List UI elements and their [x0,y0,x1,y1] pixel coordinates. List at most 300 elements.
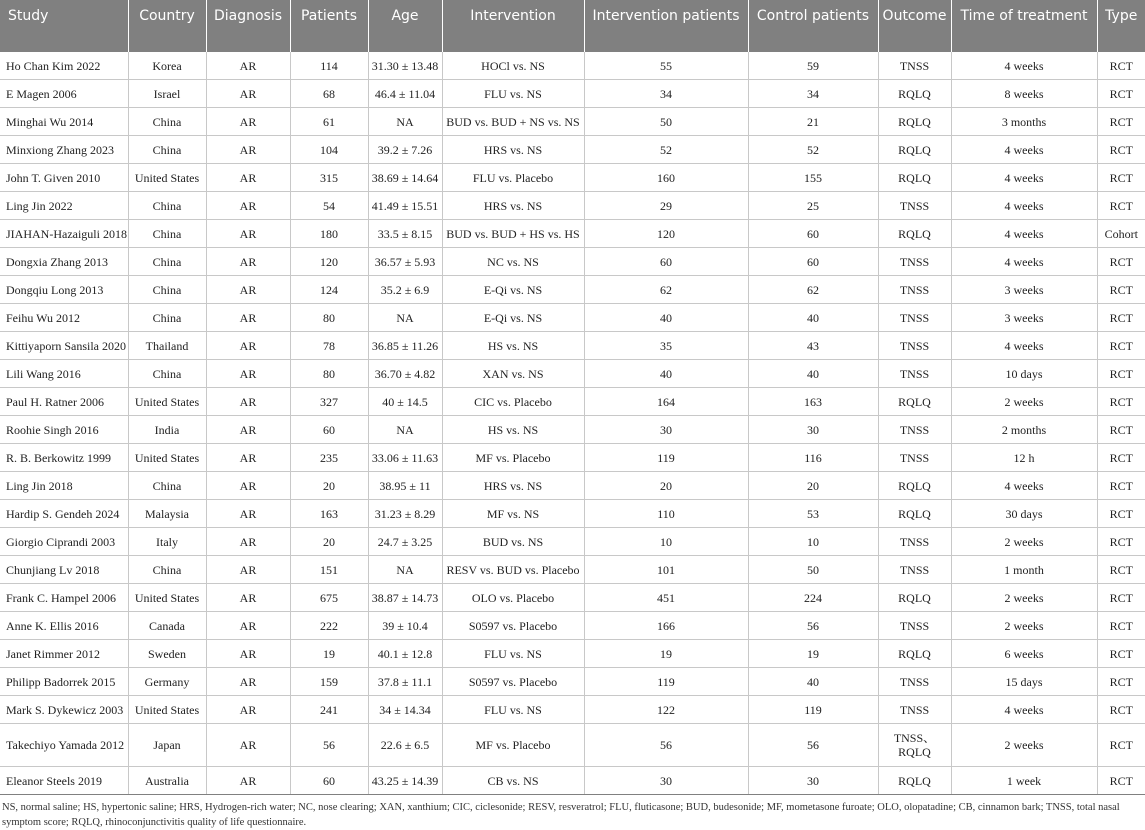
table-body [0,52,1145,795]
cell-study: Minxiong Zhang 2023 [0,136,128,164]
cell-intervention-patients: 20 [584,472,748,500]
table-row [0,360,1145,388]
cell-outcome: RQLQ [878,220,951,248]
cell-control-patients: 62 [748,276,878,304]
cell-patients: 315 [290,164,368,192]
cell-patients: 327 [290,388,368,416]
cell-control-patients: 119 [748,696,878,724]
cell-study: Minghai Wu 2014 [0,108,128,136]
cell-age: 35.2 ± 6.9 [368,276,442,304]
cell-patients: 61 [290,108,368,136]
column-header-study: Study [0,0,128,52]
table-row [0,192,1145,220]
cell-intervention: E-Qi vs. NS [442,304,584,332]
cell-intervention: NC vs. NS [442,248,584,276]
cell-age: NA [368,416,442,444]
cell-type: RCT [1097,416,1145,444]
cell-time-of-treatment: 4 weeks [951,332,1097,360]
cell-control-patients: 56 [748,724,878,767]
table-row [0,108,1145,136]
cell-control-patients: 10 [748,528,878,556]
cell-country: Italy [128,528,206,556]
cell-control-patients: 30 [748,416,878,444]
table-row [0,767,1145,795]
cell-study: Ling Jin 2022 [0,192,128,220]
cell-diagnosis: AR [206,276,290,304]
cell-type: RCT [1097,332,1145,360]
cell-study: Dongqiu Long 2013 [0,276,128,304]
cell-diagnosis: AR [206,556,290,584]
cell-type: RCT [1097,767,1145,795]
cell-patients: 235 [290,444,368,472]
cell-diagnosis: AR [206,304,290,332]
cell-study: Roohie Singh 2016 [0,416,128,444]
cell-patients: 68 [290,80,368,108]
cell-control-patients: 34 [748,80,878,108]
column-header-intervention: Intervention [442,0,584,52]
cell-type: RCT [1097,136,1145,164]
cell-age: NA [368,556,442,584]
cell-age: 40 ± 14.5 [368,388,442,416]
cell-diagnosis: AR [206,136,290,164]
cell-diagnosis: AR [206,192,290,220]
cell-time-of-treatment: 4 weeks [951,52,1097,80]
cell-type: RCT [1097,276,1145,304]
cell-study: John T. Given 2010 [0,164,128,192]
cell-time-of-treatment: 12 h [951,444,1097,472]
cell-time-of-treatment: 3 months [951,108,1097,136]
cell-study: Dongxia Zhang 2013 [0,248,128,276]
cell-intervention: FLU vs. NS [442,640,584,668]
cell-age: 38.95 ± 11 [368,472,442,500]
table-row [0,332,1145,360]
cell-study: Anne K. Ellis 2016 [0,612,128,640]
table-row [0,416,1145,444]
cell-patients: 20 [290,528,368,556]
table-row [0,472,1145,500]
cell-intervention: FLU vs. NS [442,80,584,108]
cell-outcome: TNSS、 RQLQ [878,724,951,767]
table-row [0,164,1145,192]
column-header-diagnosis: Diagnosis [206,0,290,52]
cell-type: RCT [1097,108,1145,136]
cell-control-patients: 56 [748,612,878,640]
cell-outcome: TNSS [878,444,951,472]
cell-patients: 60 [290,767,368,795]
cell-age: NA [368,108,442,136]
cell-patients: 114 [290,52,368,80]
cell-diagnosis: AR [206,388,290,416]
table-row [0,444,1145,472]
cell-intervention-patients: 166 [584,612,748,640]
cell-age: 38.87 ± 14.73 [368,584,442,612]
cell-intervention-patients: 451 [584,584,748,612]
cell-study: Chunjiang Lv 2018 [0,556,128,584]
cell-diagnosis: AR [206,164,290,192]
cell-country: Sweden [128,640,206,668]
cell-intervention-patients: 60 [584,248,748,276]
cell-country: United States [128,444,206,472]
cell-type: Cohort [1097,220,1145,248]
cell-age: 31.30 ± 13.48 [368,52,442,80]
cell-type: RCT [1097,696,1145,724]
cell-intervention-patients: 50 [584,108,748,136]
cell-intervention-patients: 62 [584,276,748,304]
cell-age: 24.7 ± 3.25 [368,528,442,556]
cell-outcome: TNSS [878,192,951,220]
cell-outcome: TNSS [878,416,951,444]
cell-study: JIAHAN-Hazaiguli 2018 [0,220,128,248]
cell-type: RCT [1097,472,1145,500]
cell-time-of-treatment: 1 month [951,556,1097,584]
cell-diagnosis: AR [206,220,290,248]
table-row [0,136,1145,164]
column-header-outcome: Outcome [878,0,951,52]
cell-type: RCT [1097,304,1145,332]
cell-study: Eleanor Steels 2019 [0,767,128,795]
cell-intervention-patients: 35 [584,332,748,360]
cell-patients: 675 [290,584,368,612]
cell-control-patients: 40 [748,668,878,696]
column-header-intervention-patients: Intervention patients [584,0,748,52]
cell-time-of-treatment: 2 weeks [951,388,1097,416]
cell-age: 36.85 ± 11.26 [368,332,442,360]
cell-intervention-patients: 30 [584,767,748,795]
cell-time-of-treatment: 4 weeks [951,472,1097,500]
cell-patients: 80 [290,304,368,332]
cell-country: China [128,108,206,136]
cell-country: Australia [128,767,206,795]
cell-control-patients: 30 [748,767,878,795]
cell-intervention: E-Qi vs. NS [442,276,584,304]
table-row [0,668,1145,696]
cell-diagnosis: AR [206,500,290,528]
cell-type: RCT [1097,724,1145,767]
cell-study: Ho Chan Kim 2022 [0,52,128,80]
cell-type: RCT [1097,556,1145,584]
cell-type: RCT [1097,528,1145,556]
table-row [0,724,1145,767]
cell-patients: 104 [290,136,368,164]
cell-intervention-patients: 30 [584,416,748,444]
cell-diagnosis: AR [206,52,290,80]
cell-control-patients: 20 [748,472,878,500]
cell-age: 22.6 ± 6.5 [368,724,442,767]
cell-country: United States [128,696,206,724]
cell-country: Thailand [128,332,206,360]
cell-age: 33.5 ± 8.15 [368,220,442,248]
cell-type: RCT [1097,360,1145,388]
cell-intervention: HS vs. NS [442,332,584,360]
cell-type: RCT [1097,444,1145,472]
cell-country: China [128,248,206,276]
cell-intervention-patients: 40 [584,304,748,332]
cell-intervention: HRS vs. NS [442,192,584,220]
cell-study: Hardip S. Gendeh 2024 [0,500,128,528]
cell-control-patients: 50 [748,556,878,584]
cell-time-of-treatment: 4 weeks [951,192,1097,220]
cell-country: Malaysia [128,500,206,528]
cell-intervention: FLU vs. Placebo [442,164,584,192]
cell-intervention-patients: 122 [584,696,748,724]
cell-control-patients: 60 [748,248,878,276]
cell-country: United States [128,164,206,192]
cell-outcome: RQLQ [878,640,951,668]
cell-diagnosis: AR [206,612,290,640]
cell-country: China [128,556,206,584]
cell-outcome: RQLQ [878,164,951,192]
table-row [0,528,1145,556]
table-row [0,52,1145,80]
cell-time-of-treatment: 30 days [951,500,1097,528]
cell-age: 36.57 ± 5.93 [368,248,442,276]
cell-age: 46.4 ± 11.04 [368,80,442,108]
cell-patients: 78 [290,332,368,360]
cell-intervention: HS vs. NS [442,416,584,444]
cell-outcome: TNSS [878,696,951,724]
cell-intervention: BUD vs. BUD + NS vs. NS [442,108,584,136]
cell-outcome: RQLQ [878,500,951,528]
cell-type: RCT [1097,584,1145,612]
cell-study: Lili Wang 2016 [0,360,128,388]
cell-control-patients: 40 [748,360,878,388]
cell-study: Frank C. Hampel 2006 [0,584,128,612]
cell-time-of-treatment: 2 weeks [951,528,1097,556]
cell-age: 33.06 ± 11.63 [368,444,442,472]
cell-outcome: TNSS [878,332,951,360]
cell-patients: 19 [290,640,368,668]
cell-intervention-patients: 10 [584,528,748,556]
cell-intervention: S0597 vs. Placebo [442,612,584,640]
cell-age: NA [368,304,442,332]
cell-time-of-treatment: 2 weeks [951,584,1097,612]
cell-outcome: TNSS [878,556,951,584]
cell-diagnosis: AR [206,444,290,472]
cell-type: RCT [1097,80,1145,108]
cell-country: China [128,360,206,388]
cell-diagnosis: AR [206,332,290,360]
cell-country: China [128,220,206,248]
cell-intervention-patients: 120 [584,220,748,248]
cell-diagnosis: AR [206,416,290,444]
cell-intervention-patients: 29 [584,192,748,220]
cell-control-patients: 60 [748,220,878,248]
cell-diagnosis: AR [206,108,290,136]
cell-study: Takechiyo Yamada 2012 [0,724,128,767]
cell-country: Canada [128,612,206,640]
cell-diagnosis: AR [206,767,290,795]
cell-country: China [128,192,206,220]
cell-patients: 54 [290,192,368,220]
cell-outcome: TNSS [878,248,951,276]
table-footnote: NS, normal saline; HS, hypertonic saline; HRS, Hydrogen-rich water; NC, nose clearing; XAN, xanthium; CIC, ciclesonide; RESV, resveratrol; FLU, fluticasone; BUD, budesonide; MF, mometasone furoate; OLO, olopatadine; CB, cinnamon bark; TNSS, total nasal symptom score; RQLQ, rhinoconjunctivitis quality of life questionnaire. [2,802,1120,828]
cell-intervention-patients: 34 [584,80,748,108]
cell-outcome: RQLQ [878,108,951,136]
cell-patients: 163 [290,500,368,528]
cell-study: Giorgio Ciprandi 2003 [0,528,128,556]
cell-patients: 80 [290,360,368,388]
table-row [0,556,1145,584]
column-header-type: Type [1097,0,1145,52]
table-header-row [0,0,1145,52]
table-row [0,696,1145,724]
cell-intervention-patients: 164 [584,388,748,416]
table-row [0,248,1145,276]
cell-age: 38.69 ± 14.64 [368,164,442,192]
column-header-time-of-treatment: Time of treatment [951,0,1097,52]
cell-intervention-patients: 19 [584,640,748,668]
cell-intervention: MF vs. NS [442,500,584,528]
cell-diagnosis: AR [206,248,290,276]
cell-intervention-patients: 56 [584,724,748,767]
cell-diagnosis: AR [206,724,290,767]
cell-intervention-patients: 119 [584,444,748,472]
cell-type: RCT [1097,640,1145,668]
cell-country: Korea [128,52,206,80]
cell-time-of-treatment: 2 weeks [951,724,1097,767]
cell-intervention: OLO vs. Placebo [442,584,584,612]
cell-outcome: RQLQ [878,136,951,164]
cell-type: RCT [1097,52,1145,80]
cell-age: 40.1 ± 12.8 [368,640,442,668]
cell-study: Kittiyaporn Sansila 2020 [0,332,128,360]
cell-study: Ling Jin 2018 [0,472,128,500]
cell-outcome: TNSS [878,612,951,640]
cell-control-patients: 224 [748,584,878,612]
cell-time-of-treatment: 2 weeks [951,612,1097,640]
cell-outcome: RQLQ [878,388,951,416]
cell-country: Israel [128,80,206,108]
cell-intervention: MF vs. Placebo [442,724,584,767]
cell-patients: 120 [290,248,368,276]
cell-type: RCT [1097,668,1145,696]
cell-patients: 60 [290,416,368,444]
cell-intervention: HOCl vs. NS [442,52,584,80]
cell-age: 41.49 ± 15.51 [368,192,442,220]
cell-country: Japan [128,724,206,767]
cell-control-patients: 40 [748,304,878,332]
cell-patients: 222 [290,612,368,640]
cell-time-of-treatment: 3 weeks [951,304,1097,332]
cell-study: R. B. Berkowitz 1999 [0,444,128,472]
table-row [0,584,1145,612]
cell-time-of-treatment: 4 weeks [951,220,1097,248]
table-row [0,640,1145,668]
cell-type: RCT [1097,164,1145,192]
cell-outcome: RQLQ [878,584,951,612]
cell-patients: 159 [290,668,368,696]
cell-outcome: TNSS [878,52,951,80]
cell-outcome: RQLQ [878,767,951,795]
cell-control-patients: 19 [748,640,878,668]
table-row [0,388,1145,416]
cell-time-of-treatment: 4 weeks [951,164,1097,192]
cell-age: 43.25 ± 14.39 [368,767,442,795]
cell-intervention: CIC vs. Placebo [442,388,584,416]
cell-control-patients: 53 [748,500,878,528]
table-row [0,276,1145,304]
cell-diagnosis: AR [206,472,290,500]
table-row [0,80,1145,108]
cell-study: Philipp Badorrek 2015 [0,668,128,696]
cell-patients: 151 [290,556,368,584]
cell-intervention: MF vs. Placebo [442,444,584,472]
cell-control-patients: 59 [748,52,878,80]
cell-diagnosis: AR [206,80,290,108]
cell-country: China [128,472,206,500]
column-header-patients: Patients [290,0,368,52]
cell-intervention: RESV vs. BUD vs. Placebo [442,556,584,584]
cell-time-of-treatment: 3 weeks [951,276,1097,304]
cell-intervention: HRS vs. NS [442,472,584,500]
cell-diagnosis: AR [206,696,290,724]
cell-intervention-patients: 101 [584,556,748,584]
cell-country: China [128,136,206,164]
cell-study: Janet Rimmer 2012 [0,640,128,668]
cell-intervention-patients: 40 [584,360,748,388]
cell-diagnosis: AR [206,584,290,612]
table-row [0,500,1145,528]
cell-intervention: XAN vs. NS [442,360,584,388]
cell-age: 36.70 ± 4.82 [368,360,442,388]
table-row [0,220,1145,248]
cell-age: 37.8 ± 11.1 [368,668,442,696]
column-header-age: Age [368,0,442,52]
cell-control-patients: 52 [748,136,878,164]
cell-outcome: TNSS [878,360,951,388]
cell-country: China [128,304,206,332]
cell-country: Germany [128,668,206,696]
cell-country: United States [128,388,206,416]
cell-time-of-treatment: 10 days [951,360,1097,388]
column-header-country: Country [128,0,206,52]
cell-age: 39.2 ± 7.26 [368,136,442,164]
cell-patients: 56 [290,724,368,767]
cell-type: RCT [1097,248,1145,276]
cell-intervention-patients: 52 [584,136,748,164]
cell-patients: 180 [290,220,368,248]
cell-outcome: TNSS [878,528,951,556]
cell-time-of-treatment: 4 weeks [951,136,1097,164]
cell-intervention: FLU vs. NS [442,696,584,724]
cell-intervention-patients: 110 [584,500,748,528]
cell-control-patients: 43 [748,332,878,360]
cell-diagnosis: AR [206,640,290,668]
cell-type: RCT [1097,192,1145,220]
cell-study: E Magen 2006 [0,80,128,108]
table-row [0,304,1145,332]
cell-type: RCT [1097,612,1145,640]
cell-diagnosis: AR [206,528,290,556]
cell-intervention-patients: 160 [584,164,748,192]
cell-control-patients: 155 [748,164,878,192]
cell-control-patients: 116 [748,444,878,472]
cell-intervention: CB vs. NS [442,767,584,795]
cell-intervention: HRS vs. NS [442,136,584,164]
cell-intervention-patients: 119 [584,668,748,696]
cell-outcome: TNSS [878,276,951,304]
cell-time-of-treatment: 15 days [951,668,1097,696]
cell-control-patients: 21 [748,108,878,136]
cell-outcome: RQLQ [878,472,951,500]
cell-diagnosis: AR [206,360,290,388]
cell-country: United States [128,584,206,612]
cell-type: RCT [1097,500,1145,528]
cell-patients: 124 [290,276,368,304]
cell-time-of-treatment: 4 weeks [951,696,1097,724]
cell-control-patients: 163 [748,388,878,416]
cell-time-of-treatment: 1 week [951,767,1097,795]
